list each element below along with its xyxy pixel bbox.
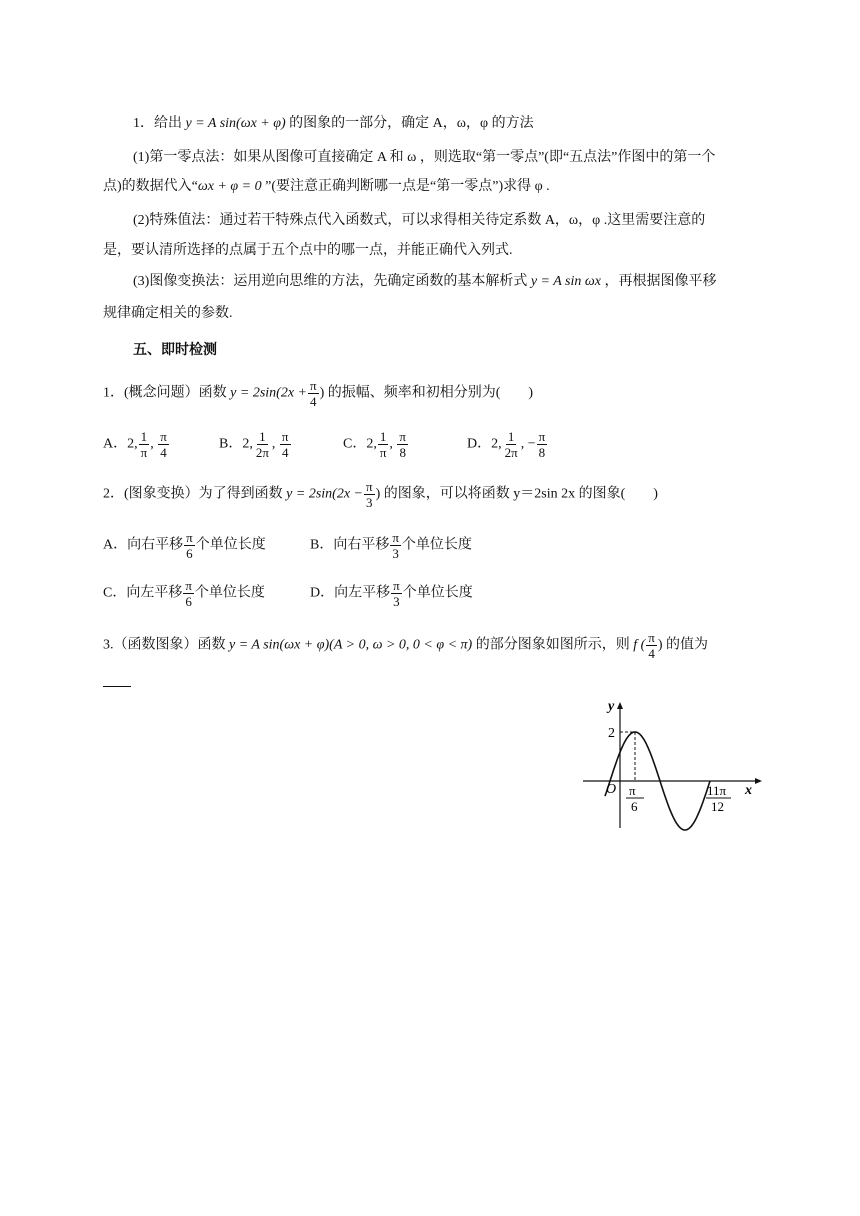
method-heading: 1．给出 y = A sin(ωx + φ) 的图象的一部分，确定 A，ω，φ 的方法 xyxy=(133,116,534,131)
x-tick2-den: 12 xyxy=(711,799,724,814)
question-1-option-b[interactable]: B．2, $\frac{1}{2\pi}$ , $\frac{\pi}{4}$ xyxy=(219,429,289,460)
q2-fraction: $\frac{\pi}{3}$ xyxy=(366,479,373,510)
question-1-option-a[interactable]: A．2, $\frac{1}{\pi}$ , $\frac{\pi}{4}$ xyxy=(103,429,167,460)
method-p2-line2: 是，要认清所选择的点属于五个点中的哪一点，并能正确代入列式. xyxy=(103,243,513,258)
q1-fraction: $\frac{\pi}{4}$ xyxy=(310,378,317,409)
question-1-option-c[interactable]: C．2, $\frac{1}{\pi}$ , $\frac{\pi}{8}$ xyxy=(343,429,406,460)
section-title: 五、即时检测 xyxy=(133,342,217,358)
question-2-stem: 2．(图象变换）为了得到函数 y = 2sin(2x − $\frac{\pi}{3}$ ) 的图象，可以将函数 y＝2sin 2x 的图象( ) xyxy=(103,479,658,510)
question-2-option-c[interactable]: C．向左平移 $\frac{\pi}{6}$ 个单位长度 xyxy=(103,578,265,609)
x-tick1-num: π xyxy=(629,783,636,798)
y-tick-label: 2 xyxy=(608,726,615,741)
question-3-stem: 3.（函数图象）函数 y = A sin(ωx + φ)(A > 0, ω > 0, 0 < φ < π) 的部分图象如图所示，则 f ( $\frac{\pi}{4}$ ) 的值为 xyxy=(103,630,709,661)
y-axis-arrow xyxy=(617,702,623,709)
x-tick1-den: 6 xyxy=(631,799,638,814)
x-tick2-num: 11π xyxy=(707,783,727,798)
origin-label: O xyxy=(606,782,617,797)
method-p1-line1: (1)第一零点法：如果从图像可直接确定 A 和 ω ，则选取“第一零点”(即“五点法”作图中的第一个 xyxy=(133,150,716,165)
question-2-option-b[interactable]: B．向右平移 $\frac{\pi}{3}$ 个单位长度 xyxy=(310,530,472,561)
question-1-option-d[interactable]: D．2, $\frac{1}{2\pi}$ , − $\frac{\pi}{8}$ xyxy=(467,429,546,460)
y-axis-label: y xyxy=(608,699,615,714)
x-axis-arrow xyxy=(755,778,762,784)
method-p2-line1: (2)特殊值法：通过若干特殊点代入函数式，可以求得相关待定系数 A，ω，φ .这里需要注意的 xyxy=(133,213,706,228)
sine-graph xyxy=(575,695,775,835)
x-axis-label: x xyxy=(745,783,752,798)
answer-blank[interactable] xyxy=(103,686,131,687)
question-2-option-a[interactable]: A．向右平移 $\frac{\pi}{6}$ 个单位长度 xyxy=(103,530,266,561)
question-1-stem: 1．(概念问题）函数 y = 2sin(2x + $\frac{\pi}{4}$ ) 的振幅、频率和初相分别为( ) xyxy=(103,378,534,409)
method-p3-line1: (3)图像变换法：运用逆向思维的方法，先确定函数的基本解析式 y = A sin ωx ，再根据图像平移 xyxy=(133,274,717,289)
method-p3-line2: 规律确定相关的参数. xyxy=(103,306,233,321)
q3-fraction: $\frac{\pi}{4}$ xyxy=(648,630,655,661)
question-2-option-d[interactable]: D．向左平移 $\frac{\pi}{3}$ 个单位长度 xyxy=(310,578,473,609)
method-p1-line2: 点)的数据代入“ωx + φ = 0 ”(要注意正确判断哪一点是“第一零点”)求得 φ . xyxy=(103,179,550,194)
